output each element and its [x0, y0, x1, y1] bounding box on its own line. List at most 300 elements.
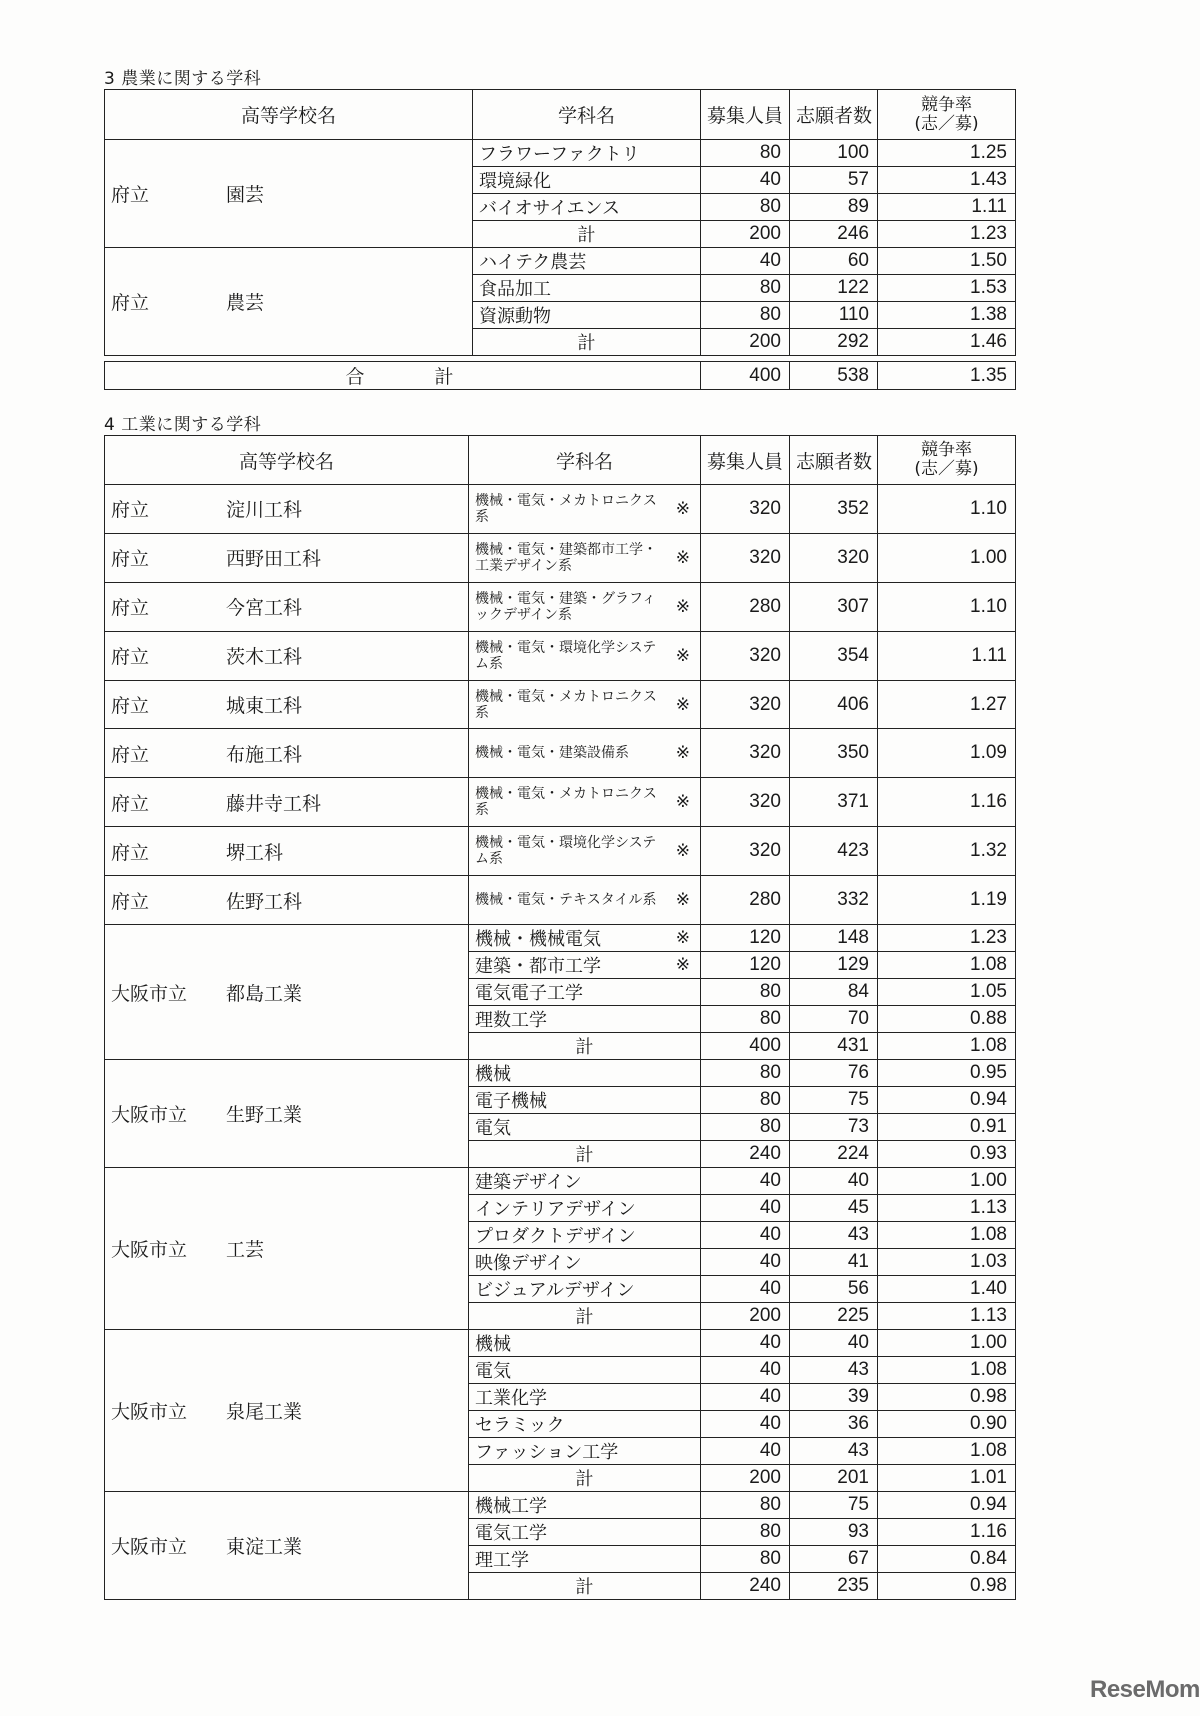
school-name: 布施工科 — [226, 743, 303, 766]
dept-name: 機械・電気・メカトロニクス系 — [475, 688, 657, 721]
note-mark: ※ — [675, 547, 690, 568]
school-name-cell — [105, 140, 473, 248]
dept-name-cell — [469, 1411, 701, 1438]
capacity-cell: 320 — [701, 680, 790, 729]
applicants-cell: 225 — [790, 1303, 878, 1330]
industry-table — [104, 435, 1016, 1600]
school-name-cell — [105, 925, 469, 1060]
school-name: 泉尾工業 — [226, 1401, 303, 1424]
note-mark: ※ — [675, 792, 690, 813]
rate-cell: 1.05 — [878, 979, 1016, 1006]
capacity-cell: 80 — [701, 1492, 790, 1519]
rate-cell: 0.93 — [878, 1141, 1016, 1168]
dept-name-cell — [469, 1465, 701, 1492]
header-capacity: 募集人員 — [701, 90, 790, 140]
dept-name-cell — [469, 1060, 701, 1087]
dept-name-cell — [469, 1114, 701, 1141]
rate-cell: 1.19 — [878, 876, 1016, 925]
dept-name: ビジュアルデザイン — [475, 1280, 635, 1302]
dept-name: 機械・電気・テキスタイル系 — [475, 892, 657, 909]
capacity-cell: 120 — [701, 952, 790, 979]
dept-name: 電気電子工学 — [475, 983, 583, 1005]
table-row — [105, 876, 1016, 925]
school-name: 東淀工業 — [226, 1536, 303, 1559]
school-name: 園芸 — [226, 184, 265, 206]
applicants-cell: 93 — [790, 1519, 878, 1546]
grand-total-applicants: 538 — [790, 362, 878, 390]
dept-name-cell — [469, 1519, 701, 1546]
school-name-cell — [105, 1492, 469, 1600]
dept-name: 機械工学 — [475, 1496, 547, 1518]
school-prefecture: 府立 — [111, 597, 150, 620]
school-name-cell — [105, 582, 469, 631]
dept-name: 機械・電気・環境化学システム系 — [475, 639, 657, 672]
school-name-cell — [105, 778, 469, 827]
dept-name-cell — [469, 952, 701, 979]
dept-name-cell — [469, 1546, 701, 1573]
applicants-cell: 76 — [790, 1060, 878, 1087]
school-name-cell — [105, 631, 469, 680]
school-name-cell — [105, 1060, 469, 1168]
rate-cell: 0.95 — [878, 1060, 1016, 1087]
school-prefecture: 府立 — [111, 548, 150, 571]
table-row — [105, 140, 1016, 167]
table-row — [105, 680, 1016, 729]
applicants-cell: 75 — [790, 1492, 878, 1519]
capacity-cell: 320 — [701, 631, 790, 680]
header-applicants: 志願者数 — [790, 90, 878, 140]
capacity-cell: 320 — [701, 729, 790, 778]
dept-name-cell — [469, 1492, 701, 1519]
school-prefecture: 府立 — [111, 841, 150, 864]
table-row — [105, 1168, 1016, 1195]
dept-name-cell — [469, 1195, 701, 1222]
capacity-cell: 80 — [701, 979, 790, 1006]
dept-name: 工業化学 — [475, 1388, 547, 1410]
applicants-cell: 84 — [790, 979, 878, 1006]
rate-cell: 1.00 — [878, 533, 1016, 582]
capacity-cell: 400 — [701, 1033, 790, 1060]
dept-name-cell — [469, 1384, 701, 1411]
capacity-cell: 320 — [701, 827, 790, 876]
resemom-watermark-logo: ReseMom — [1090, 1676, 1200, 1703]
header-dept: 学科名 — [469, 436, 701, 485]
capacity-cell: 80 — [701, 1060, 790, 1087]
rate-cell: 0.94 — [878, 1087, 1016, 1114]
dept-name-cell — [469, 1033, 701, 1060]
rate-cell: 1.09 — [878, 729, 1016, 778]
school-name-cell — [105, 876, 469, 925]
applicants-cell: 43 — [790, 1357, 878, 1384]
capacity-cell: 280 — [701, 582, 790, 631]
table-row — [105, 1330, 1016, 1357]
applicants-cell: 431 — [790, 1033, 878, 1060]
table-row — [105, 533, 1016, 582]
section-3-title: 3 農業に関する学科 — [104, 69, 262, 89]
dept-name-cell — [469, 1573, 701, 1600]
note-mark: ※ — [675, 743, 690, 764]
dept-name-cell — [469, 1357, 701, 1384]
rate-cell: 1.10 — [878, 485, 1016, 534]
capacity-cell: 40 — [701, 167, 790, 194]
capacity-cell: 40 — [701, 1411, 790, 1438]
capacity-cell: 320 — [701, 485, 790, 534]
dept-name: 電気 — [475, 1361, 511, 1383]
capacity-cell: 40 — [701, 1276, 790, 1303]
applicants-cell: 43 — [790, 1222, 878, 1249]
school-name: 堺工科 — [226, 841, 284, 864]
header-row — [105, 436, 1016, 485]
note-mark: ※ — [675, 694, 690, 715]
dept-name: 計 — [575, 1037, 594, 1059]
capacity-cell: 280 — [701, 876, 790, 925]
section-4-title: 4 工業に関する学科 — [104, 415, 262, 435]
dept-name-cell — [469, 1249, 701, 1276]
dept-name-cell — [469, 729, 701, 778]
capacity-cell: 240 — [701, 1141, 790, 1168]
school-prefecture: 府立 — [111, 184, 150, 206]
table-row — [105, 248, 1016, 275]
table-row — [105, 582, 1016, 631]
capacity-cell: 40 — [701, 1357, 790, 1384]
table-row — [105, 729, 1016, 778]
school-name-cell — [105, 729, 469, 778]
applicants-cell: 36 — [790, 1411, 878, 1438]
dept-name-cell — [469, 582, 701, 631]
applicants-cell: 89 — [790, 194, 878, 221]
header-row — [105, 90, 1016, 140]
dept-name-cell — [469, 1222, 701, 1249]
applicants-cell: 39 — [790, 1384, 878, 1411]
dept-name-cell — [469, 1330, 701, 1357]
dept-name: 建築・都市工学 — [475, 956, 601, 978]
dept-name: 機械・電気・メカトロニクス系 — [475, 786, 657, 819]
dept-name: インテリアデザイン — [475, 1199, 636, 1221]
school-name: 茨木工科 — [226, 646, 303, 669]
dept-name-cell — [469, 1303, 701, 1330]
school-prefecture: 府立 — [111, 646, 150, 669]
dept-name: 機械・電気・建築・グラフィックデザイン系 — [475, 590, 656, 623]
applicants-cell: 45 — [790, 1195, 878, 1222]
applicants-cell: 110 — [790, 302, 878, 329]
dept-name: 電気 — [475, 1118, 511, 1140]
applicants-cell: 41 — [790, 1249, 878, 1276]
header-rate: 競争率 (志／募) — [878, 436, 1016, 485]
capacity-cell: 200 — [701, 1303, 790, 1330]
dept-name: 映像デザイン — [475, 1253, 582, 1275]
dept-name-cell — [469, 1276, 701, 1303]
applicants-cell: 406 — [790, 680, 878, 729]
applicants-cell: 307 — [790, 582, 878, 631]
school-prefecture: 大阪市立 — [111, 1536, 188, 1559]
grand-total-row — [105, 362, 1016, 390]
school-prefecture: 大阪市立 — [111, 1239, 188, 1262]
dept-name-cell — [469, 1141, 701, 1168]
applicants-cell: 350 — [790, 729, 878, 778]
rate-cell: 0.98 — [878, 1573, 1016, 1600]
capacity-cell: 40 — [701, 1438, 790, 1465]
applicants-cell: 40 — [790, 1168, 878, 1195]
applicants-cell: 423 — [790, 827, 878, 876]
applicants-cell: 56 — [790, 1276, 878, 1303]
rate-cell: 1.00 — [878, 1330, 1016, 1357]
applicants-cell: 100 — [790, 140, 878, 167]
rate-cell: 1.13 — [878, 1195, 1016, 1222]
dept-name: 理工学 — [475, 1550, 529, 1572]
school-name: 都島工業 — [226, 982, 303, 1005]
applicants-cell: 371 — [790, 778, 878, 827]
capacity-cell: 200 — [701, 1465, 790, 1492]
school-name-cell — [105, 485, 469, 534]
school-name-cell — [105, 1330, 469, 1492]
dept-name: 機械・電気・環境化学システム系 — [475, 835, 657, 868]
rate-cell: 1.50 — [878, 248, 1016, 275]
note-mark: ※ — [675, 645, 690, 666]
applicants-cell: 201 — [790, 1465, 878, 1492]
applicants-cell: 67 — [790, 1546, 878, 1573]
applicants-cell: 320 — [790, 533, 878, 582]
dept-name-cell — [469, 485, 701, 534]
note-mark: ※ — [675, 596, 690, 617]
capacity-cell: 80 — [701, 1087, 790, 1114]
capacity-cell: 80 — [701, 302, 790, 329]
header-dept: 学科名 — [473, 90, 701, 140]
school-prefecture: 府立 — [111, 890, 150, 913]
dept-name: 電気工学 — [475, 1523, 547, 1545]
dept-name-cell — [469, 979, 701, 1006]
capacity-cell: 80 — [701, 140, 790, 167]
school-name: 農芸 — [226, 292, 265, 314]
rate-cell: 0.84 — [878, 1546, 1016, 1573]
capacity-cell: 80 — [701, 1546, 790, 1573]
school-prefecture: 府立 — [111, 792, 150, 815]
header-applicants: 志願者数 — [790, 436, 878, 485]
applicants-cell: 235 — [790, 1573, 878, 1600]
dept-name: 機械・電気・建築設備系 — [475, 745, 629, 762]
applicants-cell: 43 — [790, 1438, 878, 1465]
applicants-cell: 352 — [790, 485, 878, 534]
applicants-cell: 75 — [790, 1087, 878, 1114]
rate-cell: 1.00 — [878, 1168, 1016, 1195]
school-name: 淀川工科 — [226, 499, 303, 522]
applicants-cell: 148 — [790, 925, 878, 952]
note-mark: ※ — [675, 841, 690, 862]
rate-cell: 1.08 — [878, 1222, 1016, 1249]
agriculture-table — [104, 89, 1016, 356]
dept-name: 理数工学 — [475, 1010, 547, 1032]
dept-name: 計 — [575, 1469, 594, 1491]
rate-cell: 1.11 — [878, 194, 1016, 221]
rate-cell: 1.08 — [878, 1033, 1016, 1060]
capacity-cell: 80 — [701, 275, 790, 302]
applicants-cell: 354 — [790, 631, 878, 680]
rate-cell: 1.23 — [878, 925, 1016, 952]
capacity-cell: 40 — [701, 1168, 790, 1195]
rate-cell: 1.03 — [878, 1249, 1016, 1276]
capacity-cell: 200 — [701, 221, 790, 248]
note-mark: ※ — [675, 498, 690, 519]
rate-cell: 1.46 — [878, 329, 1016, 356]
school-name-cell — [105, 1168, 469, 1330]
school-name-cell — [105, 680, 469, 729]
rate-cell: 1.25 — [878, 140, 1016, 167]
applicants-cell: 40 — [790, 1330, 878, 1357]
dept-name: 計 — [575, 1145, 594, 1167]
capacity-cell: 120 — [701, 925, 790, 952]
dept-name: プロダクトデザイン — [475, 1226, 636, 1248]
rate-cell: 0.90 — [878, 1411, 1016, 1438]
rate-cell: 0.88 — [878, 1006, 1016, 1033]
school-name: 生野工業 — [226, 1104, 303, 1127]
note-mark: ※ — [675, 928, 690, 949]
school-name: 佐野工科 — [226, 890, 303, 913]
school-name: 西野田工科 — [226, 548, 322, 571]
rate-cell: 1.43 — [878, 167, 1016, 194]
rate-cell: 1.32 — [878, 827, 1016, 876]
rate-cell: 0.98 — [878, 1384, 1016, 1411]
dept-name: 計 — [575, 1307, 594, 1329]
agriculture-grand-total — [104, 361, 1016, 390]
capacity-cell: 320 — [701, 533, 790, 582]
table-row — [105, 485, 1016, 534]
applicants-cell: 332 — [790, 876, 878, 925]
dept-name-cell — [469, 680, 701, 729]
header-school: 高等学校名 — [105, 436, 469, 485]
capacity-cell: 240 — [701, 1573, 790, 1600]
table-row — [105, 925, 1016, 952]
applicants-cell: 129 — [790, 952, 878, 979]
header-rate: 競争率 (志／募) — [878, 90, 1016, 140]
school-prefecture: 大阪市立 — [111, 1104, 188, 1127]
table-row — [105, 631, 1016, 680]
school-prefecture: 大阪市立 — [111, 982, 188, 1005]
dept-name-cell: 食品加工 — [473, 275, 701, 302]
rate-cell: 1.16 — [878, 1519, 1016, 1546]
dept-name: 計 — [575, 1577, 594, 1599]
applicants-cell: 292 — [790, 329, 878, 356]
capacity-cell: 200 — [701, 329, 790, 356]
note-mark: ※ — [675, 955, 690, 976]
rate-cell: 1.53 — [878, 275, 1016, 302]
dept-name-cell — [469, 1168, 701, 1195]
dept-name-cell — [469, 1438, 701, 1465]
dept-name-cell — [469, 1087, 701, 1114]
dept-name-cell: 環境緑化 — [473, 167, 701, 194]
dept-name-cell: 計 — [473, 329, 701, 356]
dept-name: 機械・電気・建築都市工学・工業デザイン系 — [475, 541, 657, 574]
dept-name-cell — [469, 827, 701, 876]
rate-cell: 1.11 — [878, 631, 1016, 680]
grand-total-label: 合計 — [105, 362, 701, 390]
applicants-cell: 224 — [790, 1141, 878, 1168]
rate-cell: 1.13 — [878, 1303, 1016, 1330]
school-prefecture: 府立 — [111, 695, 150, 717]
dept-name: 機械 — [475, 1064, 511, 1086]
rate-cell: 0.94 — [878, 1492, 1016, 1519]
header-capacity: 募集人員 — [701, 436, 790, 485]
rate-cell: 1.23 — [878, 221, 1016, 248]
dept-name-cell — [469, 925, 701, 952]
table-row — [105, 1060, 1016, 1087]
applicants-cell: 57 — [790, 167, 878, 194]
capacity-cell: 40 — [701, 248, 790, 275]
dept-name: 機械・電気・メカトロニクス系 — [475, 492, 657, 525]
capacity-cell: 80 — [701, 1114, 790, 1141]
applicants-cell: 70 — [790, 1006, 878, 1033]
school-prefecture: 大阪市立 — [111, 1401, 188, 1424]
capacity-cell: 80 — [701, 194, 790, 221]
school-name: 城東工科 — [226, 695, 303, 717]
rate-cell: 1.08 — [878, 952, 1016, 979]
applicants-cell: 246 — [790, 221, 878, 248]
applicants-cell: 60 — [790, 248, 878, 275]
dept-name: 機械・機械電気 — [475, 929, 601, 951]
applicants-cell: 73 — [790, 1114, 878, 1141]
school-name: 藤井寺工科 — [226, 792, 322, 815]
dept-name: 電子機械 — [475, 1091, 547, 1113]
capacity-cell: 40 — [701, 1249, 790, 1276]
school-name-cell — [105, 248, 473, 356]
rate-cell: 1.38 — [878, 302, 1016, 329]
table-row — [105, 827, 1016, 876]
dept-name-cell — [469, 533, 701, 582]
dept-name: 建築デザイン — [475, 1172, 582, 1194]
grand-total-rate: 1.35 — [878, 362, 1016, 390]
capacity-cell: 40 — [701, 1384, 790, 1411]
capacity-cell: 320 — [701, 778, 790, 827]
table-row — [105, 1492, 1016, 1519]
capacity-cell: 40 — [701, 1330, 790, 1357]
dept-name: ファッション工学 — [475, 1442, 619, 1464]
rate-cell: 1.27 — [878, 680, 1016, 729]
dept-name-cell: バイオサイエンス — [473, 194, 701, 221]
rate-cell: 1.08 — [878, 1357, 1016, 1384]
capacity-cell: 80 — [701, 1006, 790, 1033]
dept-name: セラミック — [475, 1415, 565, 1437]
school-name-cell — [105, 827, 469, 876]
dept-name-cell: 計 — [473, 221, 701, 248]
dept-name-cell: 資源動物 — [473, 302, 701, 329]
rate-cell: 0.91 — [878, 1114, 1016, 1141]
dept-name: 機械 — [475, 1334, 511, 1356]
rate-cell: 1.01 — [878, 1465, 1016, 1492]
dept-name-cell — [469, 778, 701, 827]
applicants-cell: 122 — [790, 275, 878, 302]
dept-name-cell — [469, 1006, 701, 1033]
rate-cell: 1.08 — [878, 1438, 1016, 1465]
rate-cell: 1.16 — [878, 778, 1016, 827]
capacity-cell: 80 — [701, 1519, 790, 1546]
dept-name-cell — [469, 631, 701, 680]
rate-cell: 1.40 — [878, 1276, 1016, 1303]
capacity-cell: 40 — [701, 1195, 790, 1222]
note-mark: ※ — [675, 890, 690, 911]
school-name-cell — [105, 533, 469, 582]
school-prefecture: 府立 — [111, 499, 150, 522]
school-name: 今宮工科 — [226, 597, 303, 620]
school-prefecture: 府立 — [111, 743, 150, 766]
dept-name-cell — [469, 876, 701, 925]
dept-name-cell: ハイテク農芸 — [473, 248, 701, 275]
school-prefecture: 府立 — [111, 292, 150, 314]
school-name: 工芸 — [226, 1239, 265, 1262]
table-row — [105, 778, 1016, 827]
dept-name-cell: フラワーファクトリ — [473, 140, 701, 167]
rate-cell: 1.10 — [878, 582, 1016, 631]
grand-total-capacity: 400 — [701, 362, 790, 390]
header-school: 高等学校名 — [105, 90, 473, 140]
capacity-cell: 40 — [701, 1222, 790, 1249]
